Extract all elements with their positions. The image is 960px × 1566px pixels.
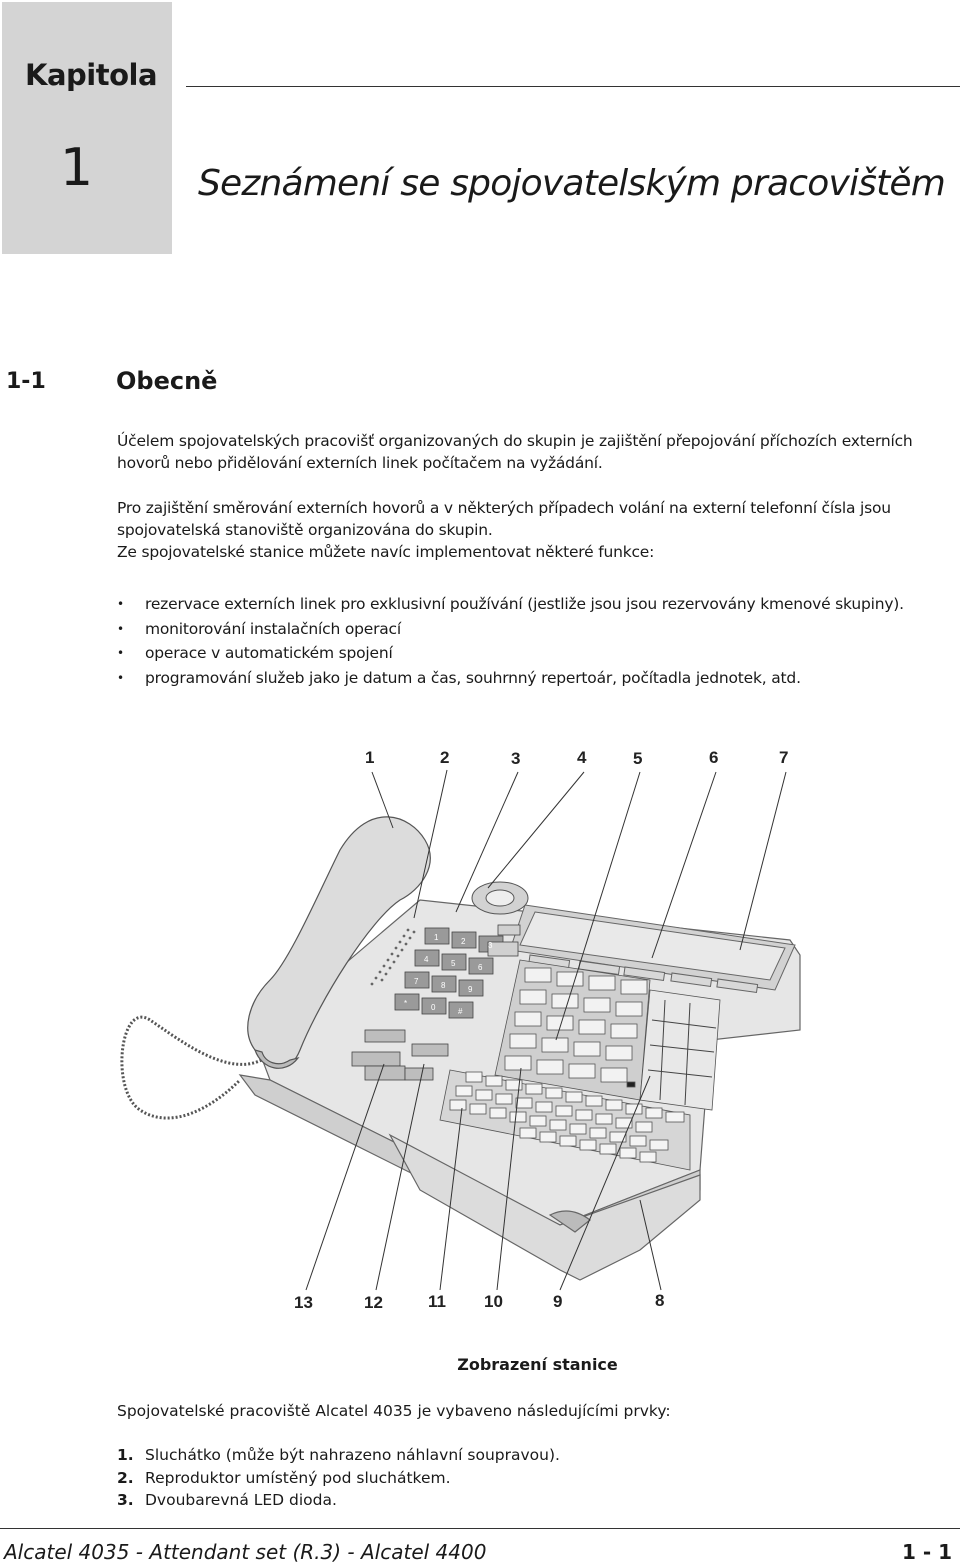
footer-rule xyxy=(0,1528,960,1529)
chapter-rule xyxy=(186,86,960,87)
list-item xyxy=(117,1467,560,1490)
function-list xyxy=(117,592,947,690)
item-text: Reproduktor umístěný pod sluchátkem. xyxy=(145,1468,451,1487)
phone-illustration xyxy=(0,730,960,1370)
keypad-digit: * xyxy=(404,999,408,1008)
callout-number: 6 xyxy=(709,748,719,767)
item-number: 2. xyxy=(117,1468,134,1487)
elements-list xyxy=(117,1444,560,1512)
item-number: 1. xyxy=(117,1446,134,1464)
callout-number: 5 xyxy=(633,749,643,768)
keypad-digit: 3 xyxy=(488,941,493,950)
keypad-digit: 1 xyxy=(434,933,439,942)
callout-number: 2 xyxy=(440,748,450,767)
callout-number: 12 xyxy=(364,1293,383,1312)
chapter-label: Kapitola xyxy=(25,58,158,92)
keypad-digit: 0 xyxy=(431,1003,436,1012)
list-item: • rezervace externích linek pro exklusivní používání (jestliže jsou jsou rezervovány kmenové skupiny). xyxy=(117,592,947,617)
keypad-digit: 6 xyxy=(478,963,483,972)
callout-number: 9 xyxy=(553,1292,563,1311)
callout-numbers-top xyxy=(365,748,788,768)
item-text: Sluchátko (může být nahrazeno náhlavní soupravou). xyxy=(145,1446,560,1464)
elements-intro: Spojovatelské pracoviště Alcatel 4035 je vybaveno následujícími prvky: xyxy=(117,1402,671,1420)
section-number: 1-1 xyxy=(6,369,46,394)
keypad-digit: 4 xyxy=(424,955,429,964)
paragraph-purpose: Účelem spojovatelských pracovišť organizovaných do skupin je zajištění přepojování příchozích externích hovorů nebo přidělování externích linek počítačem na vyžádání. xyxy=(117,432,913,472)
list-item: • programování služeb jako je datum a čas, souhrnný repertoár, počítadla jednotek, atd. xyxy=(117,666,947,691)
footer-title: Alcatel 4035 - Attendant set (R.3) - Alcatel 4400 xyxy=(4,1540,487,1564)
callout-number: 8 xyxy=(655,1291,665,1310)
keypad-digit: 8 xyxy=(441,981,446,990)
keypad-digit: 9 xyxy=(468,985,473,994)
list-item xyxy=(117,1444,560,1467)
item-text: Dvoubarevná LED dioda. xyxy=(145,1491,337,1509)
paragraph-routing: Pro zajištění směrování externích hovorů a v některých případech volání na externí telefonní čísla jsou spojovatelská stanoviště organizována do skupin. xyxy=(117,499,891,539)
chapter-header-box xyxy=(2,2,172,254)
callout-number: 7 xyxy=(779,748,789,767)
handset-cord xyxy=(122,1017,265,1118)
list-item: • monitorování instalačních operací xyxy=(117,617,947,642)
callout-number: 4 xyxy=(577,748,587,767)
callout-number: 1 xyxy=(365,748,375,767)
chapter-title: Seznámení se spojovatelským pracovištěm xyxy=(198,163,946,204)
keypad-digit: 7 xyxy=(414,977,419,986)
item-number: 3. xyxy=(117,1491,134,1509)
list-item xyxy=(117,1489,560,1512)
callout-number: 3 xyxy=(511,749,521,768)
callout-number: 10 xyxy=(484,1292,503,1311)
list-item: • operace v automatickém spojení xyxy=(117,641,947,666)
callout-number: 11 xyxy=(428,1292,446,1311)
chapter-number: 1 xyxy=(60,138,92,198)
section-title: Obecně xyxy=(116,367,218,395)
paragraph-functions: Ze spojovatelské stanice můžete navíc implementovat některé funkce: xyxy=(117,543,655,561)
callout-numbers-bottom xyxy=(294,1291,664,1312)
keypad-digit: # xyxy=(458,1007,463,1016)
navigation-keys xyxy=(472,882,528,914)
figure-caption: Zobrazení stanice xyxy=(457,1355,618,1374)
keypad-digit: 2 xyxy=(461,937,466,946)
page-number: 1 - 1 xyxy=(901,1540,952,1564)
callout-number: 13 xyxy=(294,1293,313,1312)
keypad-digit: 5 xyxy=(451,959,456,968)
